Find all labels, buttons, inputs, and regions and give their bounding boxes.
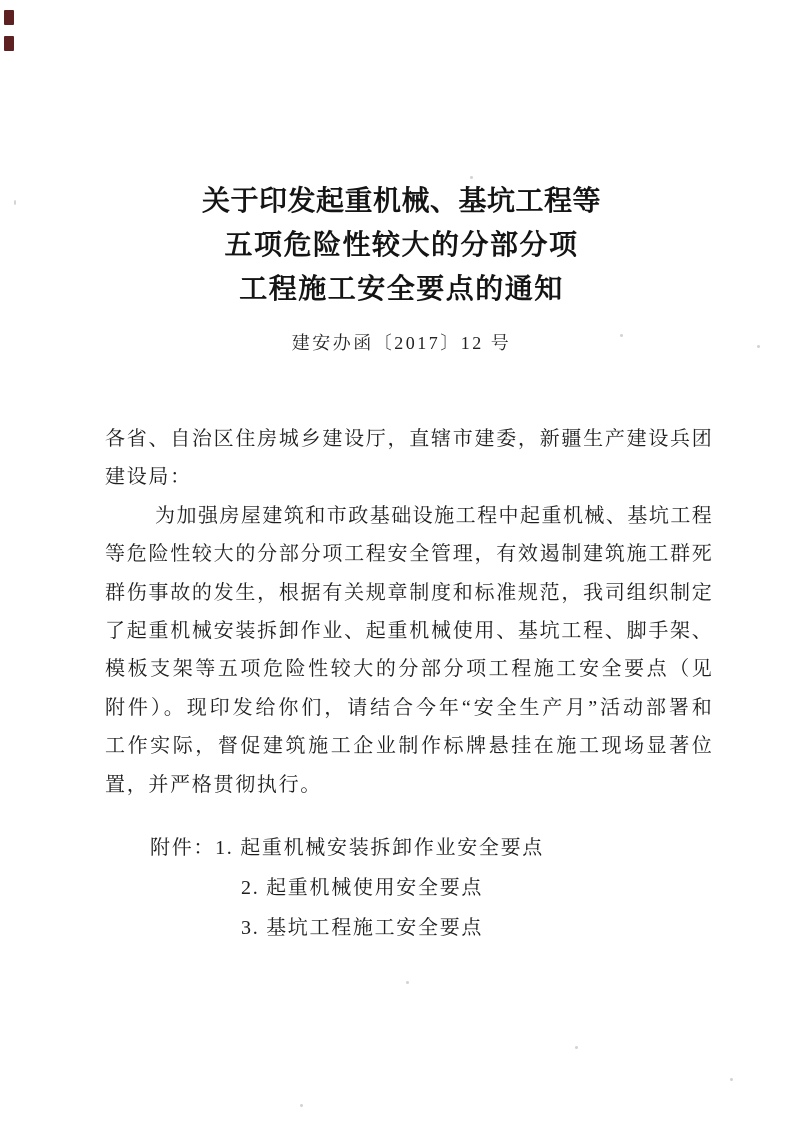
document-number: 建安办函〔2017〕12 号: [291, 333, 512, 353]
attachment-list: [105, 828, 713, 948]
title-line-2: 五项危险性较大的分部分项: [224, 230, 579, 261]
title-line-1: 关于印发起重机械、基坑工程等: [201, 186, 601, 217]
scan-speck: [470, 176, 473, 179]
body-line: 模板支架等五项危险性较大的分部分项工程施工安全要点（见: [105, 658, 713, 681]
body-line: 为加强房屋建筑和市政基础设施工程中起重机械、基坑工程: [155, 504, 713, 527]
salutation-line: 建设局：: [105, 466, 192, 489]
body-line: 置，并严格贯彻执行。: [105, 773, 322, 796]
scan-speck: [575, 1046, 578, 1049]
scan-speck: [730, 1078, 733, 1081]
corner-scan-mark: [4, 36, 14, 51]
title-line-3: 工程施工安全要点的通知: [239, 274, 564, 305]
body-line: 工作实际，督促建筑施工企业制作标牌悬挂在施工现场显著位: [105, 735, 713, 758]
body-line: 等危险性较大的分部分项工程安全管理，有效遏制建筑施工群死: [105, 543, 713, 566]
attachment-item-1: 附件：1. 起重机械安装拆卸作业安全要点: [150, 837, 544, 859]
body-line: 了起重机械安装拆卸作业、起重机械使用、基坑工程、脚手架、: [105, 620, 713, 643]
salutation-line: 各省、自治区住房城乡建设厅，直辖市建委，新疆生产建设兵团: [105, 428, 713, 450]
body-line: 群伤事故的发生，根据有关规章制度和标准规范，我司组织制定: [105, 581, 713, 604]
attachment-item-3: 3. 基坑工程施工安全要点: [241, 917, 484, 939]
scan-speck: [300, 1104, 303, 1107]
attachment-item-2: 2. 起重机械使用安全要点: [241, 877, 484, 899]
document-title: [0, 180, 803, 312]
scan-speck: [406, 981, 409, 984]
document-body: [105, 420, 713, 804]
corner-scan-mark: [4, 10, 14, 25]
body-line: 附件）。现印发给你们，请结合今年“安全生产月”活动部署和: [105, 696, 713, 719]
